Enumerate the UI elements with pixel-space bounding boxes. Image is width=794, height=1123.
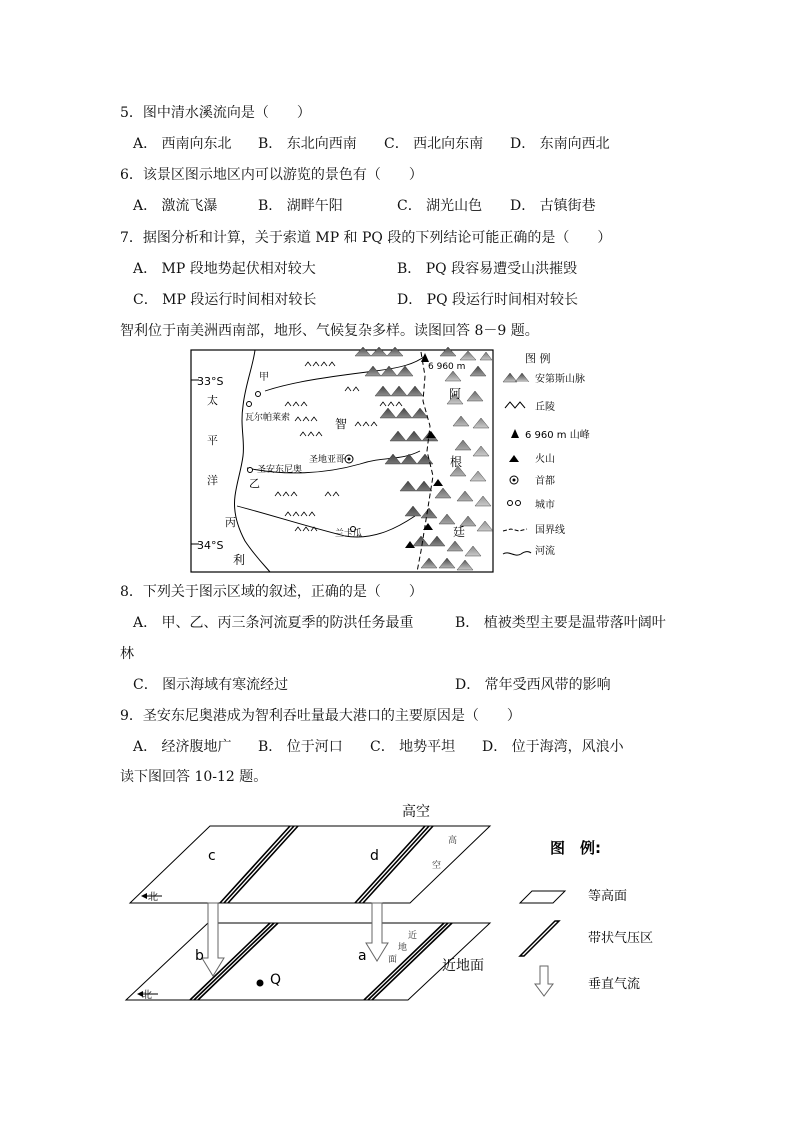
upper-side-label-1: 高 [448,836,458,846]
city-marker [256,392,261,397]
latitude-34-label: 34°S [197,539,224,552]
city-marker [248,468,253,473]
chile-map-figure [185,346,625,576]
argentina-label-3: 廷 [453,525,466,539]
question-9-option-b: B． 位于河口 [258,739,343,755]
city-san-antonio-label: 圣安东尼奥 [257,465,303,475]
legend-city-label: 城市 [535,500,555,511]
north-label-upper: 北 [148,892,158,903]
intro-questions-10-12: 读下图回答 10-12 题。 [120,769,268,785]
upper-side-label-2: 空 [432,861,442,871]
question-9-stem: 9．圣安东尼奥港成为智利吞吐量最大港口的主要原因是（ ） [120,708,521,724]
question-5-option-d: D． 东南向西北 [510,136,610,152]
question-8-option-b-continued: 林 [120,646,134,662]
city-santiago-label: 圣地亚哥 [309,455,346,465]
lower-side-label-1: 近 [408,931,418,941]
lower-side-label-2: 地 [398,943,408,953]
label-d: d [370,848,379,864]
question-7-option-c: C． MP 段运行时间相对较长 [133,292,317,308]
chile-label: 智 [335,417,348,431]
legend-volcano-label: 火山 [535,454,555,465]
question-8-option-a: A． 甲、乙、丙三条河流夏季的防洪任务最重 [133,615,414,631]
legend-peak-label: 6 960 m 山峰 [525,430,590,441]
question-7-option-a: A． MP 段地势起伏相对较大 [133,261,316,277]
diagram-legend [520,839,653,996]
question-8-option-d: D． 常年受西风带的影响 [455,677,611,693]
question-9-option-d: D． 位于海湾，风浪小 [482,739,624,755]
city-valparaiso-label: 瓦尔帕莱索 [245,413,291,423]
question-5-option-a: A． 西南向东北 [133,136,232,152]
argentina-label-2: 根 [450,455,463,469]
label-b: b [195,948,204,964]
legend-isobaric-label: 等高面 [588,889,628,904]
question-8-option-c: C． 图示海域有寒流经过 [133,677,289,693]
legend-andes-label: 安第斯山脉 [535,374,585,385]
lower-level-label: 近地面 [442,958,484,974]
question-5-option-c: C． 西北向东南 [384,136,484,152]
ocean-label-2: 平 [207,434,218,447]
city-rancagua-label: 兰卡瓜 [335,529,363,539]
question-8-stem: 8．下列关于图示区域的叙述，正确的是（ ） [120,584,423,600]
river-bing-label: 丙 [225,516,236,529]
river-jia-label: 甲 [259,372,269,383]
label-q: Q [270,972,282,988]
question-7-option-d: D． PQ 段运行时间相对较长 [397,292,579,308]
legend-vertical-flow-label: 垂直气流 [588,977,641,992]
label-c: c [208,848,216,864]
legend-pressure-belt-label: 带状气压区 [588,931,654,946]
river-yi-label: 乙 [249,477,260,490]
legend-capital-label: 首都 [535,476,555,487]
peak-label: 6 960 m [428,362,466,372]
ocean-label-1: 太 [207,394,218,407]
north-label-lower: 北 [142,990,152,1001]
question-7-stem: 7．据图分析和计算，关于索道 MP 和 PQ 段的下列结论可能正确的是（ ） [120,230,612,246]
question-8-option-b: B． 植被类型主要是温带落叶阔叶 [455,615,666,631]
question-6-option-c: C． 湖光山色 [397,198,483,214]
point-q [257,980,264,987]
legend-border-label: 国界线 [535,525,565,536]
upper-level-label: 高空 [402,804,430,820]
label-a: a [358,948,367,964]
city-marker [247,402,252,407]
lower-side-label-3: 面 [388,955,398,965]
question-9-option-c: C． 地势平坦 [370,739,456,755]
question-9-option-a: A． 经济腹地广 [133,739,232,755]
map-legend [503,351,590,557]
legend-hills-label: 丘陵 [535,402,555,413]
diagram-legend-title: 图 例: [550,839,601,857]
ocean-label-3: 洋 [207,474,218,487]
question-6-option-d: D． 古镇街巷 [510,198,596,214]
question-6-option-b: B． 湖畔午阳 [258,198,343,214]
question-5-stem: 5．图中清水溪流向是（ ） [120,105,311,121]
question-5-option-b: B． 东北向西南 [258,136,357,152]
argentina-label-1: 阿 [449,387,462,401]
map-legend-title: 图 例 [525,352,551,365]
question-6-option-a: A． 激流飞瀑 [133,198,218,214]
legend-river-label: 河流 [535,546,555,557]
pressure-diagram-figure [120,798,680,1018]
intro-questions-8-9: 智利位于南美洲西南部，地形、气候复杂多样。读图回答 8－9 题。 [120,323,539,339]
question-6-stem: 6．该景区图示地区内可以游览的景色有（ ） [120,167,423,183]
question-7-option-b: B． PQ 段容易遭受山洪摧毁 [397,261,578,277]
latitude-33-label: 33°S [197,375,224,388]
chile-label-2: 利 [233,553,246,567]
